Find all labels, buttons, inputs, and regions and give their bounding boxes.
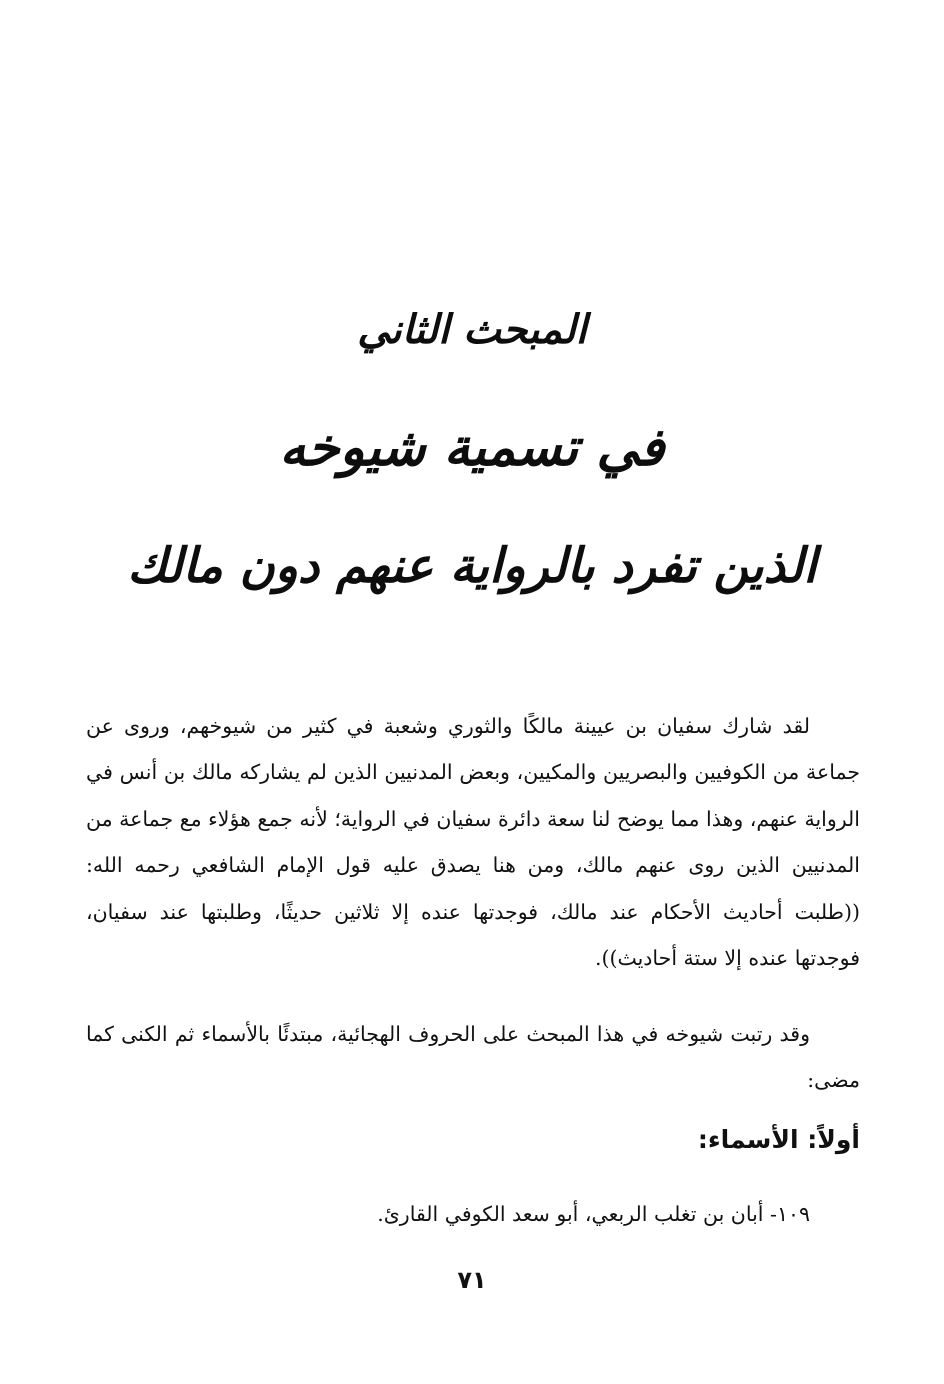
page-number: ٧١ — [457, 1266, 487, 1294]
section-subtitle-continued: الذين تفرد بالرواية عنهم دون مالك — [127, 538, 817, 594]
section-subtitle: في تسمية شيوخه — [279, 418, 665, 478]
intro-paragraph: لقد شارك سفيان بن عيينة مالكًا والثوري وشعبة في كثير من شيوخهم، وروى عن جماعة من الكوفيين والبصريين والمكيين، وبعض المدنيين الذين لم يشاركه مالك بن أنس في الرواية عنهم، وهذا مما يوضح لنا سعة دائرة سفيان في الرواية؛ لأنه جمع هؤلاء مع جماعة من المدنيين الذين روى عنهم مالك، ومن هنا يصدق عليه قول الإمام الشافعي رحمه الله: ((طلبت أحاديث الأحكام عند مالك، فوجدتها عنده إلا ثلاثين حديثًا، وطلبتها عند سفيان، فوجدتها عنده إلا ستة أحاديث)). — [86, 713, 860, 970]
arrangement-paragraph: وقد رتبت شيوخه في هذا المبحث على الحروف الهجائية، مبتدئًا بالأسماء ثم الكنى كما مضى: — [86, 1021, 860, 1092]
section-title: المبحث الثاني — [357, 307, 587, 353]
narrator-entry: ١٠٩- أبان بن تغلب الربعي، أبو سعد الكوفي القارئ. — [377, 1202, 810, 1226]
chapter-headings — [0, 282, 944, 622]
names-section-heading: أولاً: الأسماء: — [697, 1125, 860, 1154]
